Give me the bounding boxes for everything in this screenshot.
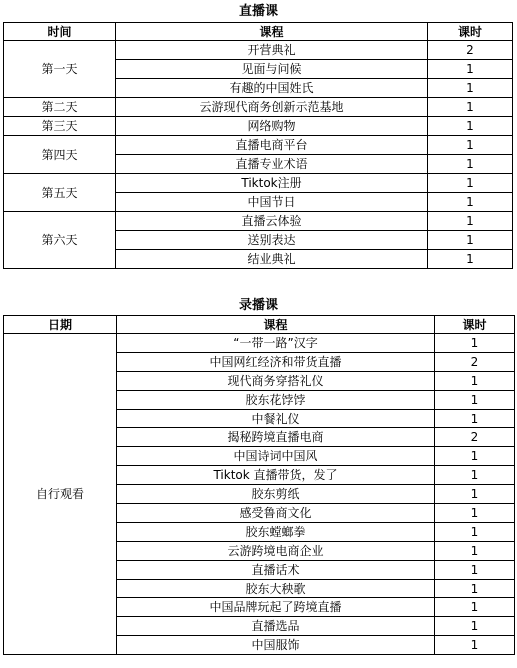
course-cell: Tiktok 直播带货，发了 [117, 466, 435, 485]
hours-cell: 1 [435, 390, 515, 409]
course-cell: 有趣的中国姓氏 [116, 79, 428, 98]
course-cell: 见面与问候 [116, 60, 428, 79]
hours-cell: 1 [435, 541, 515, 560]
course-cell: 结业典礼 [116, 250, 428, 269]
live-section-title: 直播课 [238, 4, 278, 19]
day-cell: 第三天 [4, 117, 116, 136]
hours-cell: 1 [428, 174, 513, 193]
course-cell: 云游现代商务创新示范基地 [116, 98, 428, 117]
recorded-header-row [4, 316, 515, 334]
course-cell: 胶东花饽饽 [117, 390, 435, 409]
hours-cell: 1 [435, 636, 515, 655]
course-cell: 开营典礼 [116, 41, 428, 60]
course-cell: 中国节日 [116, 193, 428, 212]
course-cell: 胶东大秧歌 [117, 579, 435, 598]
hours-cell: 1 [435, 504, 515, 523]
day-cell: 第五天 [4, 174, 116, 212]
course-cell: 胶东螳螂拳 [117, 522, 435, 541]
course-cell: “一带一路”汉字 [117, 334, 435, 353]
course-cell: 直播电商平台 [116, 136, 428, 155]
live-header-row [4, 23, 513, 41]
course-cell: 送别表达 [116, 231, 428, 250]
day-cell: 第二天 [4, 98, 116, 117]
hours-cell: 1 [428, 117, 513, 136]
hours-cell: 1 [435, 334, 515, 353]
hours-cell: 1 [435, 371, 515, 390]
hours-cell: 1 [435, 447, 515, 466]
hours-cell: 1 [428, 60, 513, 79]
table-row [4, 136, 513, 155]
hours-cell: 2 [435, 428, 515, 447]
recorded-course-table [3, 315, 515, 655]
hours-cell: 1 [435, 579, 515, 598]
live-header-time: 时间 [4, 23, 116, 41]
hours-cell: 2 [428, 41, 513, 60]
hours-cell: 1 [428, 193, 513, 212]
course-cell: 网络购物 [116, 117, 428, 136]
course-cell: 直播专业术语 [116, 155, 428, 174]
hours-cell: 1 [435, 560, 515, 579]
hours-cell: 1 [428, 136, 513, 155]
table-row [4, 212, 513, 231]
table-row [4, 174, 513, 193]
hours-cell: 1 [428, 231, 513, 250]
table-row [4, 98, 513, 117]
hours-cell: 2 [435, 352, 515, 371]
live-course-table [3, 22, 513, 269]
date-cell: 自行观看 [4, 334, 117, 655]
course-cell: 中国诗词中国风 [117, 447, 435, 466]
course-cell: 中餐礼仪 [117, 409, 435, 428]
course-cell: Tiktok注册 [116, 174, 428, 193]
recorded-section-title: 录播课 [238, 298, 278, 313]
course-cell: 胶东剪纸 [117, 485, 435, 504]
hours-cell: 1 [428, 98, 513, 117]
hours-cell: 1 [435, 485, 515, 504]
course-cell: 直播选品 [117, 617, 435, 636]
course-cell: 感受鲁商文化 [117, 504, 435, 523]
course-cell: 揭秘跨境直播电商 [117, 428, 435, 447]
live-header-hours: 课时 [428, 23, 513, 41]
course-cell: 中国服饰 [117, 636, 435, 655]
recorded-header-course: 课程 [117, 316, 435, 334]
course-cell: 现代商务穿搭礼仪 [117, 371, 435, 390]
hours-cell: 1 [428, 155, 513, 174]
hours-cell: 1 [435, 522, 515, 541]
course-cell: 直播云体验 [116, 212, 428, 231]
hours-cell: 1 [428, 250, 513, 269]
recorded-header-hours: 课时 [435, 316, 515, 334]
course-cell: 中国品牌玩起了跨境直播 [117, 598, 435, 617]
live-header-course: 课程 [116, 23, 428, 41]
hours-cell: 1 [435, 409, 515, 428]
hours-cell: 1 [435, 598, 515, 617]
day-cell: 第四天 [4, 136, 116, 174]
course-cell: 中国网红经济和带货直播 [117, 352, 435, 371]
hours-cell: 1 [435, 617, 515, 636]
course-cell: 直播话术 [117, 560, 435, 579]
table-row [4, 334, 515, 353]
course-cell: 云游跨境电商企业 [117, 541, 435, 560]
day-cell: 第一天 [4, 41, 116, 98]
recorded-header-date: 日期 [4, 316, 117, 334]
table-row [4, 41, 513, 60]
hours-cell: 1 [428, 79, 513, 98]
table-row [4, 117, 513, 136]
hours-cell: 1 [435, 466, 515, 485]
day-cell: 第六天 [4, 212, 116, 269]
hours-cell: 1 [428, 212, 513, 231]
